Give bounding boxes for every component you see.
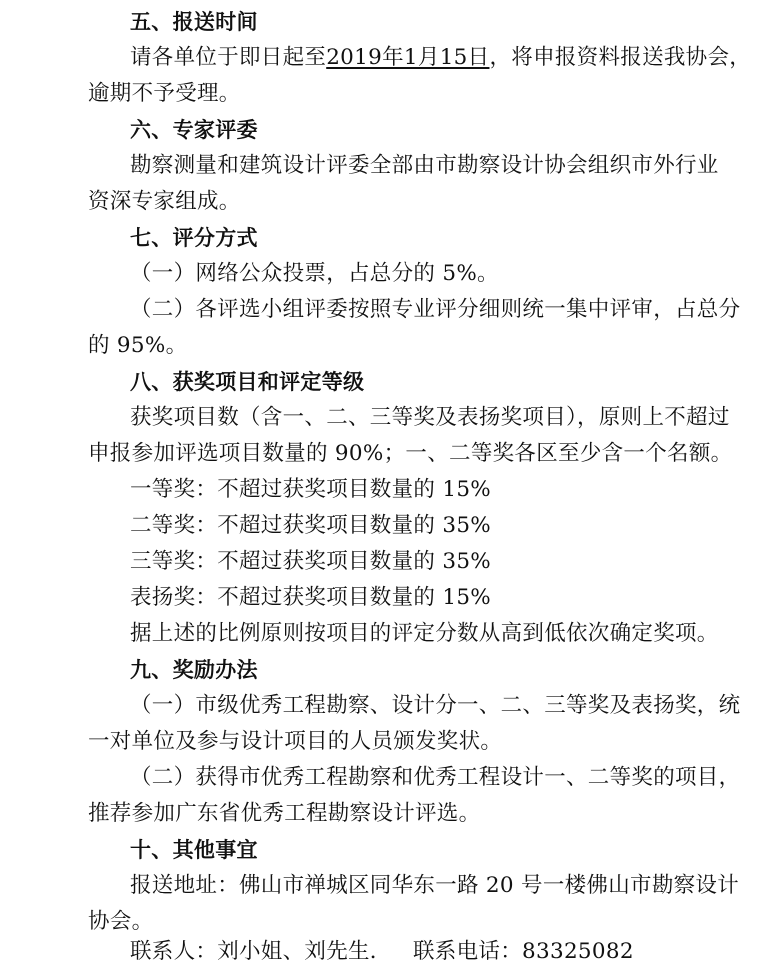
- paragraph-line: 资深专家组成。: [88, 189, 241, 214]
- paragraph-line: 获奖项目数（含一、二、三等奖及表扬奖项目），原则上不超过: [130, 405, 730, 430]
- paragraph-line: [130, 40, 751, 76]
- paragraph-line: 据上述的比例原则按项目的评定分数从高到低依次确定奖项。: [130, 621, 719, 646]
- third-prize-ratio: 三等奖：不超过获奖项目数量的 35%: [130, 549, 492, 574]
- list-item-continuation: 一对单位及参与设计项目的人员颁发奖状。: [88, 729, 503, 754]
- deadline-date: 2019年1月15日: [326, 45, 490, 70]
- list-item: （二）各评选小组评委按照专业评分细则统一集中评审，占总分: [130, 297, 741, 322]
- paragraph-line: 逾期不予受理。: [88, 81, 241, 106]
- section-heading-other-matters: 十、其他事宜: [130, 838, 258, 862]
- second-prize-ratio: 二等奖：不超过获奖项目数量的 35%: [130, 513, 492, 538]
- list-item: （一）市级优秀工程勘察、设计分一、二、三等奖及表扬奖，统: [130, 693, 741, 718]
- section-heading-submission-time: 五、报送时间: [130, 10, 258, 34]
- submission-address: 报送地址：佛山市禅城区同华东一路 20 号一楼佛山市勘察设计: [130, 873, 740, 898]
- section-heading-awards-and-grades: 八、获奖项目和评定等级: [130, 370, 365, 394]
- section-heading-scoring-method: 七、评分方式: [130, 226, 258, 250]
- list-item-continuation: 推荐参加广东省优秀工程勘察设计评选。: [88, 801, 481, 826]
- contact-info: 联系人：刘小姐、刘先生． 联系电话：83325082: [130, 939, 634, 964]
- submission-address-continuation: 协会。: [88, 909, 154, 934]
- text-segment: 请各单位于即日起至: [130, 45, 327, 70]
- first-prize-ratio: 一等奖：不超过获奖项目数量的 15%: [130, 477, 492, 502]
- commendation-ratio: 表扬奖：不超过获奖项目数量的 15%: [130, 585, 492, 610]
- list-item-continuation: 的 95%。: [88, 333, 188, 358]
- list-item: （一）网络公众投票，占总分的 5%。: [130, 261, 499, 286]
- paragraph-line: 申报参加评选项目数量的 90%；一、二等奖各区至少含一个名额。: [88, 441, 733, 466]
- paragraph-line: 勘察测量和建筑设计评委全部由市勘察设计协会组织市外行业: [130, 153, 719, 178]
- section-heading-expert-judges: 六、专家评委: [130, 118, 258, 142]
- section-heading-reward-method: 九、奖励办法: [130, 658, 258, 682]
- list-item: （二）获得市优秀工程勘察和优秀工程设计一、二等奖的项目，: [130, 765, 741, 790]
- text-segment: ，将申报资料报送我协会，: [489, 45, 752, 70]
